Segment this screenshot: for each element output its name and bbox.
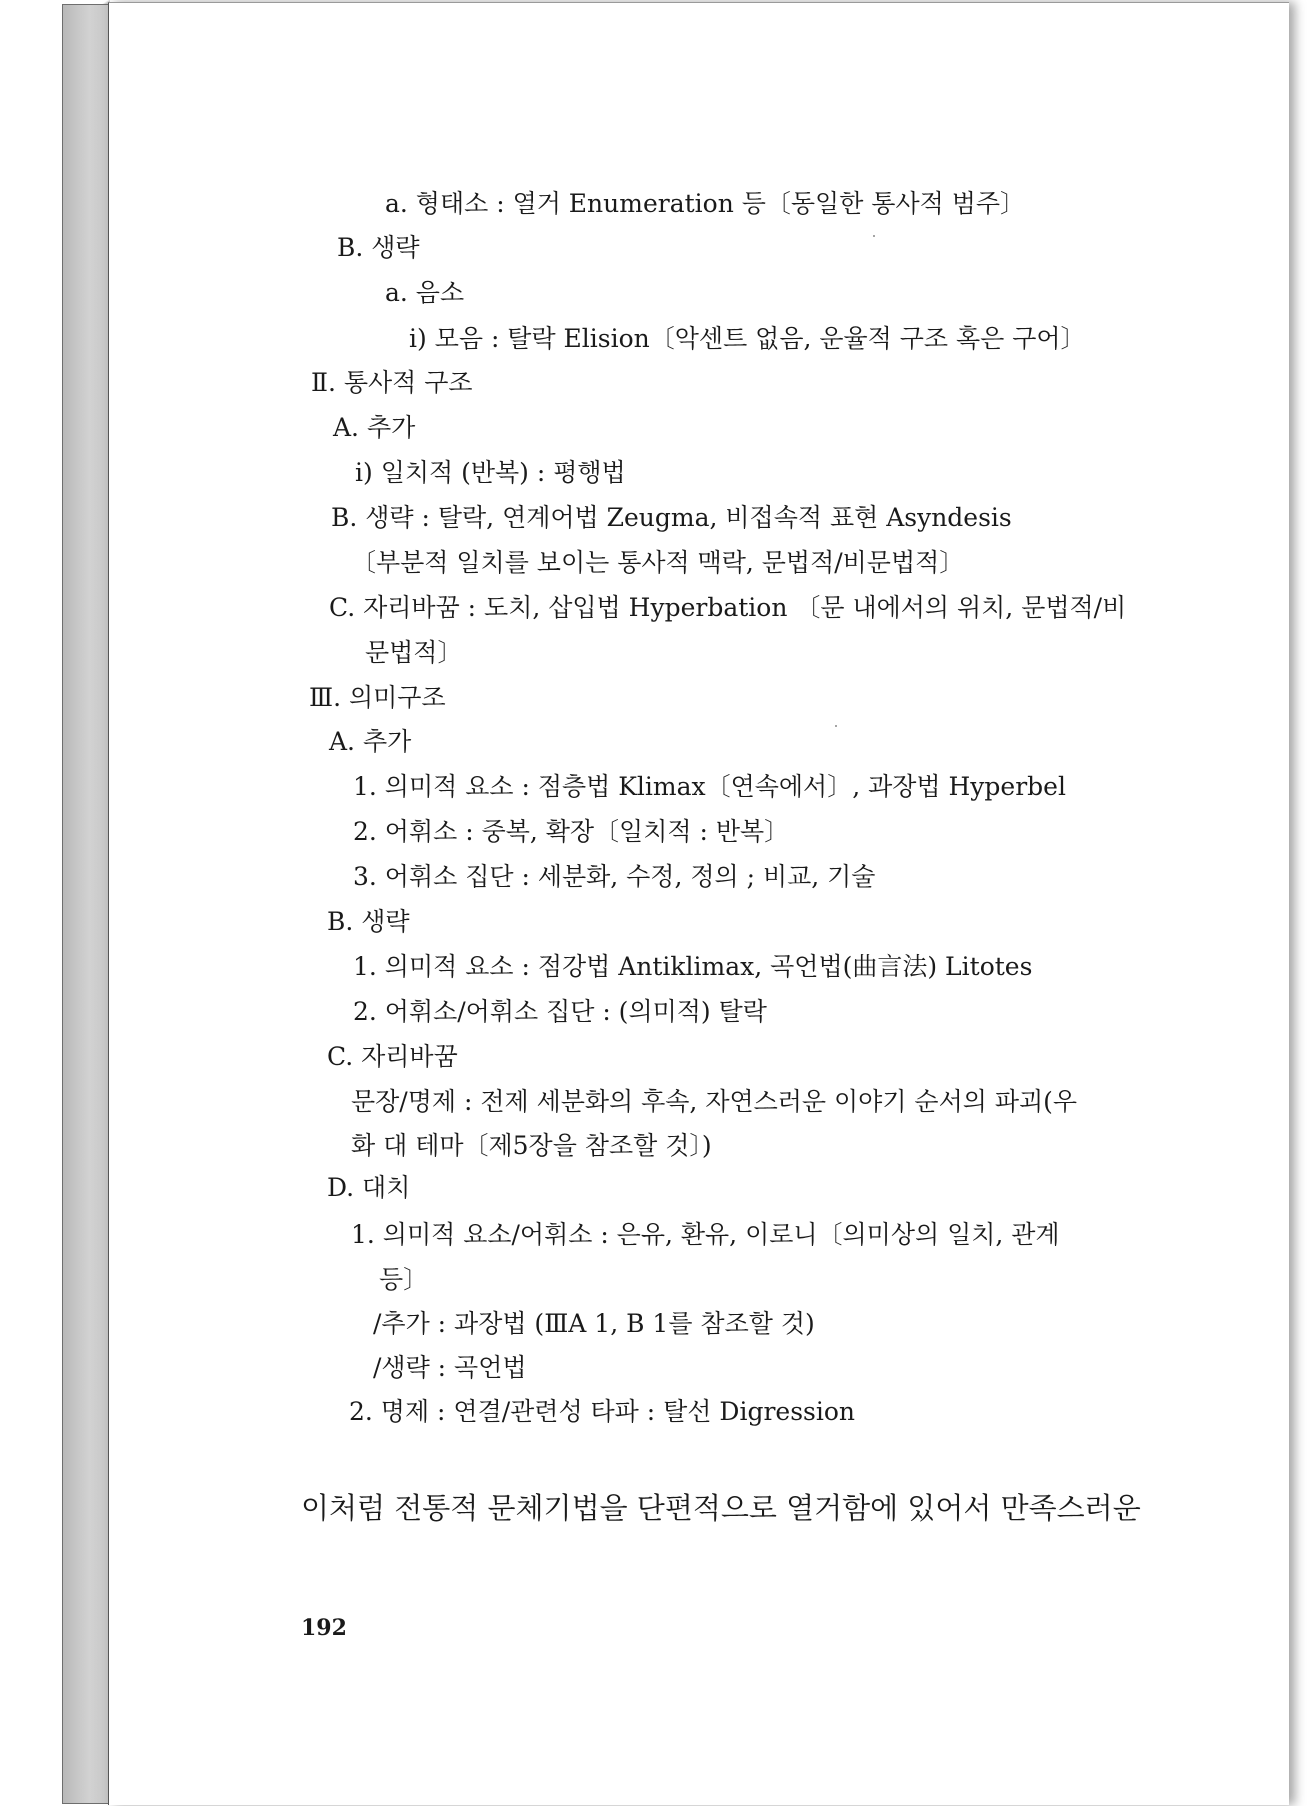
- body-paragraph: 이처럼 전통적 문체기법을 단편적으로 열거함에 있어서 만족스러운: [301, 1491, 1141, 1525]
- scan-speck: [835, 725, 837, 727]
- outline-line: 등〕: [379, 1265, 429, 1294]
- outline-line: 3. 어휘소 집단 : 세분화, 수정, 정의 ; 비교, 기술: [353, 862, 876, 891]
- outline-line: 1. 의미적 요소 : 점층법 Klimax〔연속에서〕, 과장법 Hyperbel: [353, 772, 1066, 801]
- outline-line: 2. 어휘소/어휘소 집단 : (의미적) 탈락: [353, 997, 767, 1026]
- scan-speck: [873, 235, 875, 237]
- outline-line: Ⅲ. 의미구조: [309, 683, 446, 712]
- outline-line: 화 대 테마〔제5장을 참조할 것〕): [351, 1131, 712, 1160]
- outline-line: 1. 의미적 요소 : 점강법 Antiklimax, 곡언법(曲言法) Litotes: [353, 952, 1033, 981]
- outline-line: A. 추가: [329, 727, 412, 756]
- outline-line: A. 추가: [333, 413, 416, 442]
- outline-line: /생략 : 곡언법: [373, 1353, 527, 1382]
- outline-line: D. 대치: [327, 1173, 411, 1202]
- outline-line: B. 생략: [327, 907, 410, 936]
- book-page: [108, 2, 1289, 1805]
- outline-line: 1. 의미적 요소/어휘소 : 은유, 환유, 이로니〔의미상의 일치, 관계: [351, 1220, 1060, 1249]
- outline-line: C. 자리바꿈 : 도치, 삽입법 Hyperbation 〔문 내에서의 위치, 문법적/비: [329, 593, 1127, 622]
- outline-line: 문법적〕: [365, 638, 463, 667]
- outline-line: a. 형태소 : 열거 Enumeration 등〔동일한 통사적 범주〕: [385, 189, 1026, 218]
- outline-line: 2. 어휘소 : 중복, 확장〔일치적 : 반복〕: [353, 817, 790, 846]
- outline-line: B. 생략 : 탈락, 연계어법 Zeugma, 비접속적 표현 Asyndesis: [331, 503, 1012, 532]
- book-spine: [62, 4, 112, 1804]
- outline-line: 2. 명제 : 연결/관련성 타파 : 탈선 Digression: [349, 1397, 855, 1426]
- outline-line: 〔부분적 일치를 보이는 통사적 맥락, 문법적/비문법적〕: [351, 548, 965, 577]
- outline-line: i) 일치적 (반복) : 평행법: [355, 458, 626, 487]
- page-number: 192: [301, 1615, 347, 1641]
- outline-line: a. 음소: [385, 278, 465, 307]
- outline-line: Ⅱ. 통사적 구조: [311, 368, 473, 397]
- outline-line: C. 자리바꿈: [327, 1042, 458, 1071]
- outline-line: i) 모음 : 탈락 Elision〔악센트 없음, 운율적 구조 혹은 구어〕: [409, 324, 1086, 353]
- outline-line: 문장/명제 : 전제 세분화의 후속, 자연스러운 이야기 순서의 파괴(우: [351, 1087, 1078, 1116]
- outline-line: /추가 : 과장법 (ⅢA 1, B 1를 참조할 것): [373, 1309, 815, 1338]
- outline-line: B. 생략: [337, 233, 420, 262]
